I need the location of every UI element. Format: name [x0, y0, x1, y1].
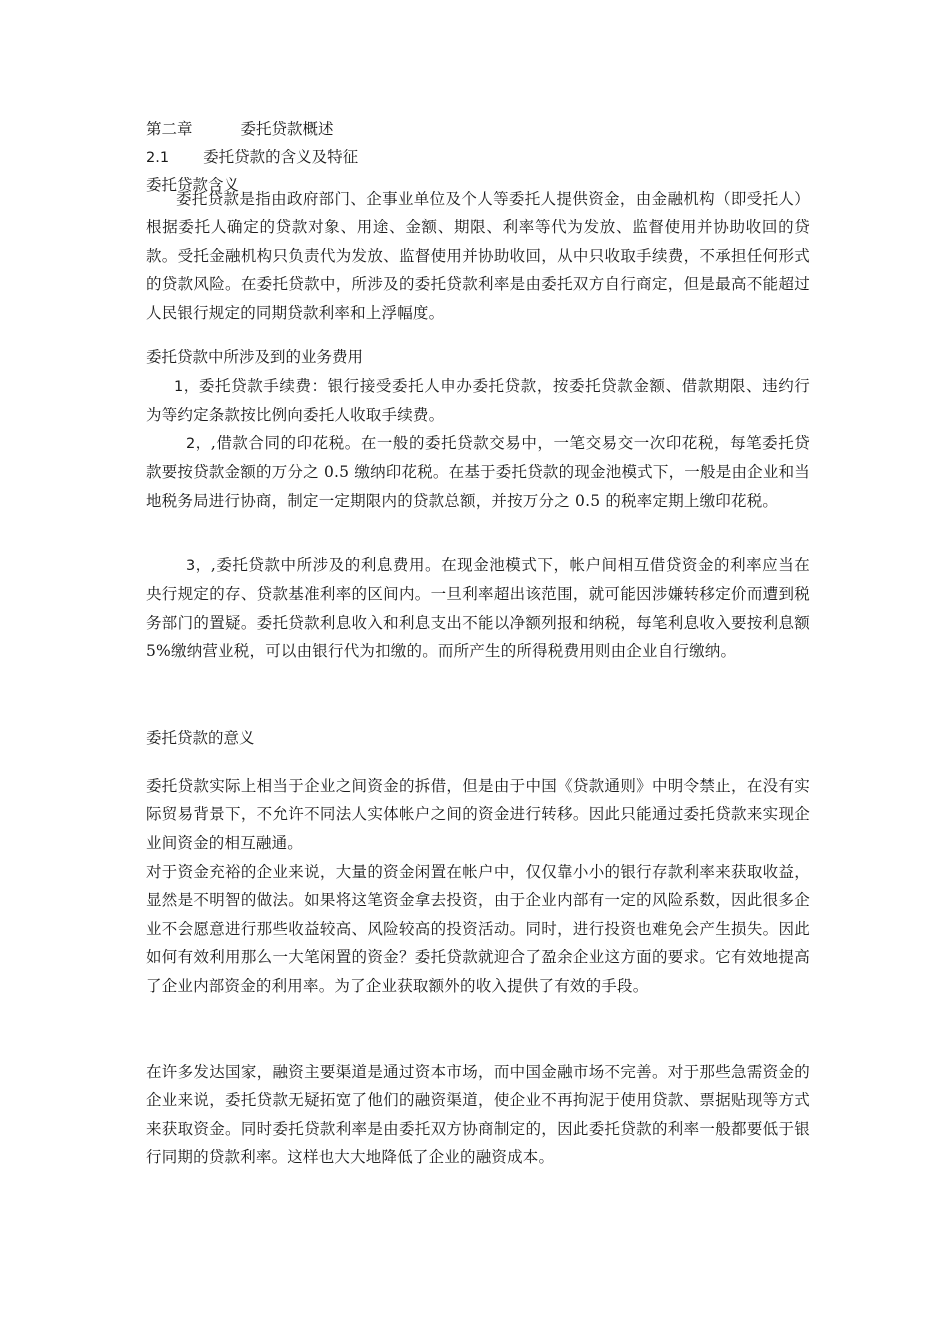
chapter-heading [146, 115, 334, 143]
chapter-title: 委托贷款概述 [240, 120, 334, 138]
subheading-significance: 委托贷款的意义 [146, 729, 255, 747]
paragraph-significance-1: 委托贷款实际上相当于企业之间资金的拆借，但是由于中国《贷款通则》中明令禁止，在没有实际贸易背景下，不允许不同法人实体帐户之间的资金进行转移。因此只能通过委托贷款来实现企业间资金的相互融通。 [146, 777, 810, 852]
fee-item-2 [146, 429, 810, 515]
section-title: 委托贷款的含义及特征 [203, 148, 359, 166]
paragraph-definition: 委托贷款是指由政府部门、企事业单位及个人等委托人提供资金，由金融机构（即受托人）根据委托人确定的贷款对象、用途、金额、期限、利率等代为发放、监督使用并协助收回的贷款。受托金融机构只负责代为发放、监督使用并协助收回，从中只收取手续费，不承担任何形式的贷款风险。在委托贷款中，所涉及的委托贷款利率是由委托双方自行商定，但是最高不能超过人民银行规定的同期贷款利率和上浮幅度。 [146, 190, 810, 322]
section-number: 2.1 [146, 150, 170, 166]
fee-item-text: ,借款合同的印花税。在一般的委托贷款交易中，一笔交易交一次印花税，每笔委托贷款要按贷款金额的万分之 0.5 缴纳印花税。在基于委托贷款的现金池模式下，一般是由企业和当地税务局进行协商，制定一定期限内的贷款总额，并按万分之 0.5 的税率定期上缴印花税。 [146, 434, 810, 510]
fee-item-number: 1， [174, 379, 199, 395]
fee-item-text: ,委托贷款中所涉及的利息费用。在现金池模式下，帐户间相互借贷资金的利率应当在央行规定的存、贷款基准利率的区间内。一旦利率超出该范围，就可能因涉嫌转移定价而遭到税务部门的置疑。委托贷款利息收入和利息支出不能以净额列报和纳税，每笔利息收入要按利息额 5%缴纳营业税，可以由银行代为扣缴的。而所产生的所得税费用则由企业自行缴纳。 [146, 556, 810, 661]
subheading-fees: 委托贷款中所涉及到的业务费用 [146, 348, 364, 366]
paragraph-significance-3: 在许多发达国家，融资主要渠道是通过资本市场，而中国金融市场不完善。对于那些急需资金的企业来说，委托贷款无疑拓宽了他们的融资渠道，使企业不再拘泥于使用贷款、票据贴现等方式来获取资金。同时委托贷款利率是由委托双方协商制定的，因此委托贷款的利率一般都要低于银行同期的贷款利率。这样也大大地降低了企业的融资成本。 [146, 1063, 810, 1167]
fee-item-number: 2， [186, 436, 211, 452]
subheading-meaning: 委托贷款含义 [146, 176, 240, 194]
fee-item-number: 3， [186, 558, 211, 574]
section-heading [146, 143, 358, 172]
paragraph-significance-2: 对于资金充裕的企业来说，大量的资金闲置在帐户中，仅仅靠小小的银行存款利率来获取收益，显然是不明智的做法。如果将这笔资金拿去投资，由于企业内部有一定的风险系数，因此很多企业不会愿意进行那些收益较高、风险较高的投资活动。同时，进行投资也难免会产生损失。因此如何有效利用那么一大笔闲置的资金？委托贷款就迎合了盈余企业这方面的要求。它有效地提高了企业内部资金的利用率。为了企业获取额外的收入提供了有效的手段。 [146, 863, 810, 995]
fee-item-1 [146, 372, 810, 430]
fee-item-text: 委托贷款手续费：银行接受委托人申办委托贷款，按委托贷款金额、借款期限、违约行为等约定条款按比例向委托人收取手续费。 [146, 377, 810, 425]
fee-item-3 [146, 551, 810, 666]
chapter-number: 第二章 [146, 120, 193, 138]
